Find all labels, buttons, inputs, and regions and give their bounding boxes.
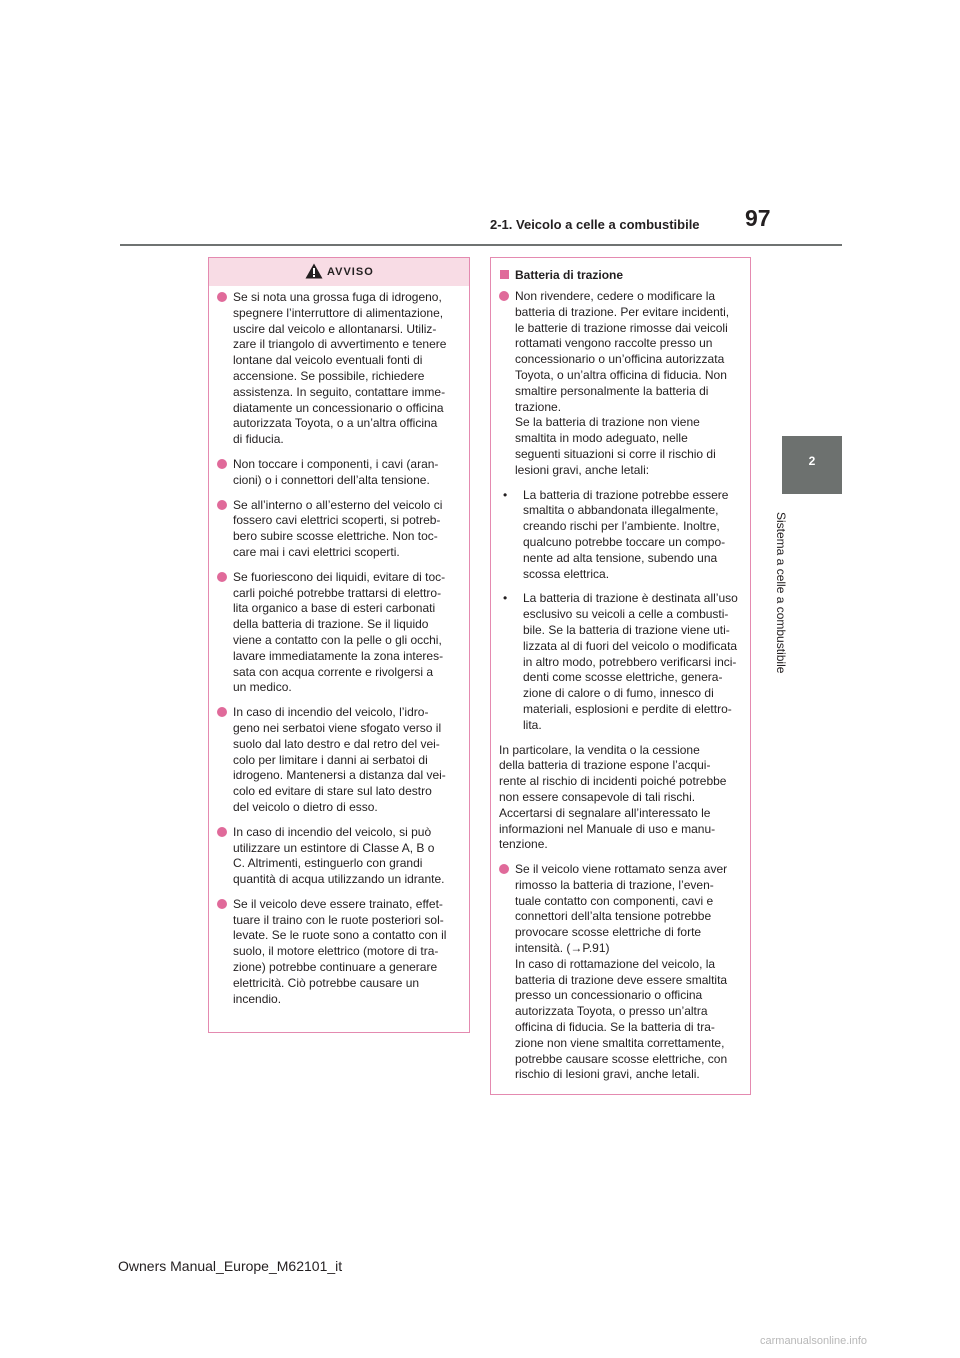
text-line: suolo dal lato destro e dal retro del vei-	[233, 736, 440, 751]
bullet-mark: •	[503, 487, 508, 502]
sub-list-item	[499, 591, 742, 733]
text-line: assistenza. In seguito, contattare imme-	[233, 384, 446, 399]
chapter-number: 2	[808, 454, 816, 468]
warning-item	[217, 897, 461, 1008]
text-line: creando rischi per l’ambiente. Inoltre,	[523, 519, 720, 534]
text-line: In caso di rottamazione del veicolo, la	[515, 956, 716, 971]
text-line: batteria di trazione deve essere smaltita	[515, 972, 728, 987]
bullet-icon	[217, 827, 227, 837]
text-line: elettricità. Ciò potrebbe causare un	[233, 975, 420, 990]
text-line: lavare immediatamente la zona interes-	[233, 648, 444, 663]
text-line: accensione. Se possibile, richiedere	[233, 368, 425, 383]
battery-content	[491, 258, 750, 1083]
text-line: rischio di lesioni gravi, anche letali.	[515, 1067, 700, 1082]
text-line: lizzata al di fuori del veicolo o modificata	[523, 638, 738, 653]
bullet-icon	[217, 500, 227, 510]
bullet-icon	[499, 291, 509, 301]
list-item	[499, 862, 742, 1083]
text-line: carli poiché potrebbe trattarsi di elettro-	[233, 585, 442, 600]
text-line: tenzione.	[499, 837, 548, 852]
text-line: rottamati vengono raccolte presso un	[515, 336, 713, 351]
text-line: colo ed evitare di stare sul lato destro	[233, 784, 432, 799]
text-line: trazione.	[515, 399, 562, 414]
text-line: concessionario o un’officina autorizzata	[515, 352, 725, 367]
text-line: care mai i cavi elettrici scoperti.	[233, 544, 400, 559]
text-line: In caso di incendio del veicolo, l’idro-	[233, 705, 429, 720]
text-line: zare il triangolo di avvertimento e tenere	[233, 337, 447, 352]
text-line: denti come scosse elettriche, genera-	[523, 670, 723, 685]
text-line: incendio.	[233, 991, 282, 1006]
text-line: tuale contatto con componenti, cavi e	[515, 893, 714, 908]
sub-list-item	[499, 488, 742, 583]
watermark: carmanualsonline.info	[760, 1335, 868, 1347]
text-line: materiali, esplosioni e perdite di elettro-	[523, 701, 732, 716]
warning-box	[208, 257, 470, 1033]
text-line: informazioni nel Manuale di uso e manu-	[499, 821, 716, 836]
heading-text: Batteria di trazione	[515, 268, 624, 282]
text-line: tuare il traino con le ruote posteriori sol-	[233, 912, 444, 927]
chapter-tab	[782, 436, 842, 494]
text-line: non essere consapevole di tali rischi.	[499, 789, 696, 804]
text-line: lesioni gravi, anche letali:	[515, 462, 650, 477]
text-line: levate. Se le ruote sono a contatto con il	[233, 928, 447, 943]
warning-item	[217, 705, 461, 816]
warning-item	[217, 570, 461, 696]
text-line: Accertarsi di segnalare all’interessato le	[499, 805, 711, 820]
text-line: esclusivo su veicoli a celle a combusti-	[523, 607, 729, 622]
bullet-icon	[499, 864, 509, 874]
text-line: lita.	[523, 717, 542, 732]
warning-header	[209, 258, 469, 286]
warning-item	[217, 290, 461, 448]
text-line: La batteria di trazione è destinata all’uso	[523, 591, 738, 606]
text-line: viene a contatto con la pelle o gli occhi,	[233, 632, 442, 647]
warning-triangle-icon	[305, 263, 323, 279]
text-line: Se fuoriescono dei liquidi, evitare di toc-	[233, 569, 446, 584]
chapter-label: Sistema a celle a combustibile	[774, 512, 788, 674]
text-line: connettori dell’alta tensione potrebbe	[515, 909, 712, 924]
text-line: geno nei serbatoi viene sfogato verso il	[233, 720, 442, 735]
text-line: di fiducia.	[233, 432, 284, 447]
text-line: batteria di trazione. Per evitare incidenti,	[515, 304, 730, 319]
text-line: Non toccare i componenti, i cavi (aran-	[233, 456, 439, 471]
text-line: Se si nota una grossa fuga di idrogeno,	[233, 290, 442, 304]
warning-content	[209, 286, 469, 1007]
text-line: rente al rischio di incidenti poiché potrebbe	[499, 774, 727, 789]
battery-box	[490, 257, 751, 1095]
text-line: colo per limitare i danni ai serbatoi di	[233, 752, 428, 767]
bullet-icon	[217, 707, 227, 717]
warning-item	[217, 498, 461, 561]
bullet-icon	[217, 899, 227, 909]
text-line: rimosso la batteria di trazione, l’even-	[515, 877, 714, 892]
text-line: smaltita o abbandonata illegalmente,	[523, 503, 719, 518]
text-line: provocare scosse elettriche di forte	[515, 925, 702, 940]
text-line: zione) potrebbe continuare a generare	[233, 960, 438, 975]
list-item	[499, 289, 742, 479]
text-line: Se all’interno o all’esterno del veicolo ci	[233, 497, 443, 512]
text-line: della batteria di trazione. Se il liquido	[233, 617, 429, 632]
text-line: fossero cavi elettrici scoperti, si potreb-	[233, 513, 441, 528]
text-line: della batteria di trazione espone l’acqui-	[499, 758, 711, 773]
text-line: autorizzata Toyota, o presso un’altra	[515, 1004, 708, 1019]
text-line: sata con acqua corrente e rivolgersi a	[233, 664, 434, 679]
text-line: Non rivendere, cedere o modificare la	[515, 289, 716, 303]
warning-item	[217, 825, 461, 888]
text-line: diatamente un concessionario o officina	[233, 400, 444, 415]
square-bullet-icon	[500, 270, 509, 279]
text-line: Se il veicolo viene rottamato senza aver	[515, 862, 728, 877]
header-rule	[120, 244, 842, 246]
text-line: La batteria di trazione potrebbe essere	[523, 487, 729, 502]
text-line: Toyota, o un’altra officina di fiducia. Non	[515, 367, 727, 382]
text-line: In particolare, la vendita o la cessione	[499, 742, 700, 757]
section-heading	[499, 268, 742, 283]
section-title: 2-1. Veicolo a celle a combustibile	[490, 217, 700, 232]
warning-title: AVVISO	[327, 266, 374, 278]
text-line: zione di calore o di fumo, innesco di	[523, 686, 714, 701]
text-line: lita organico a base di esteri carbonati	[233, 601, 436, 616]
text-line: seguenti situazioni si corre il rischio di	[515, 446, 716, 461]
text-line: spegnere l’interruttore di alimentazione,	[233, 305, 444, 320]
warning-item	[217, 457, 461, 489]
text-line: bero subire scosse elettriche. Non toc-	[233, 529, 438, 544]
page-number: 97	[745, 205, 771, 231]
paragraph	[499, 743, 742, 854]
text-line: potrebbe causare scosse elettriche, con	[515, 1051, 728, 1066]
bullet-icon	[217, 459, 227, 469]
text-line: un medico.	[233, 680, 292, 695]
text-line: presso un concessionario o officina	[515, 988, 703, 1003]
text-line: bile. Se la batteria di trazione viene uti-	[523, 622, 730, 637]
text-line: quantità di acqua utilizzando un idrante.	[233, 872, 445, 887]
text-line: C. Altrimenti, estinguerlo con grandi	[233, 856, 423, 871]
text-line: nente ad alta tensione, subendo una	[523, 550, 718, 565]
text-line: scossa elettrica.	[523, 566, 610, 581]
text-line: Se la batteria di trazione non viene	[515, 415, 700, 430]
text-line: autorizzata Toyota, o a un’altra officina	[233, 416, 438, 431]
bullet-icon	[217, 572, 227, 582]
text-line: smaltire personalmente la batteria di	[515, 383, 709, 398]
text-line: in altro modo, potrebbero verificarsi inci-	[523, 654, 737, 669]
footer-text: Owners Manual_Europe_M62101_it	[118, 1258, 343, 1274]
bullet-mark: •	[503, 591, 508, 606]
text-line: Se il veicolo deve essere trainato, effet-	[233, 896, 443, 911]
text-line: zione non viene smaltita correttamente,	[515, 1035, 725, 1050]
text-line: idrogeno. Mantenersi a distanza dal vei-	[233, 768, 446, 783]
bullet-icon	[217, 292, 227, 302]
text-line: uscire dal veicolo e allontanarsi. Utiliz-	[233, 321, 437, 336]
text-line: intensità. (→P.91)	[515, 941, 610, 956]
text-line: cioni) o i connettori dell’alta tensione.	[233, 472, 430, 487]
text-line: utilizzare un estintore di Classe A, B o	[233, 840, 435, 855]
text-line: suolo, il motore elettrico (motore di tra-	[233, 944, 439, 959]
text-line: smaltita in modo adeguato, nelle	[515, 431, 688, 446]
text-line: officina di fiducia. Se la batteria di tra-	[515, 1020, 715, 1035]
text-line: le batterie di trazione rimosse dai veicoli	[515, 320, 728, 335]
text-line: qualcuno potrebbe toccare un compo-	[523, 534, 726, 549]
text-line: lontane dal veicolo eventuali fonti di	[233, 353, 423, 368]
text-line: In caso di incendio del veicolo, si può	[233, 824, 432, 839]
text-line: del veicolo o dietro di esso.	[233, 799, 378, 814]
